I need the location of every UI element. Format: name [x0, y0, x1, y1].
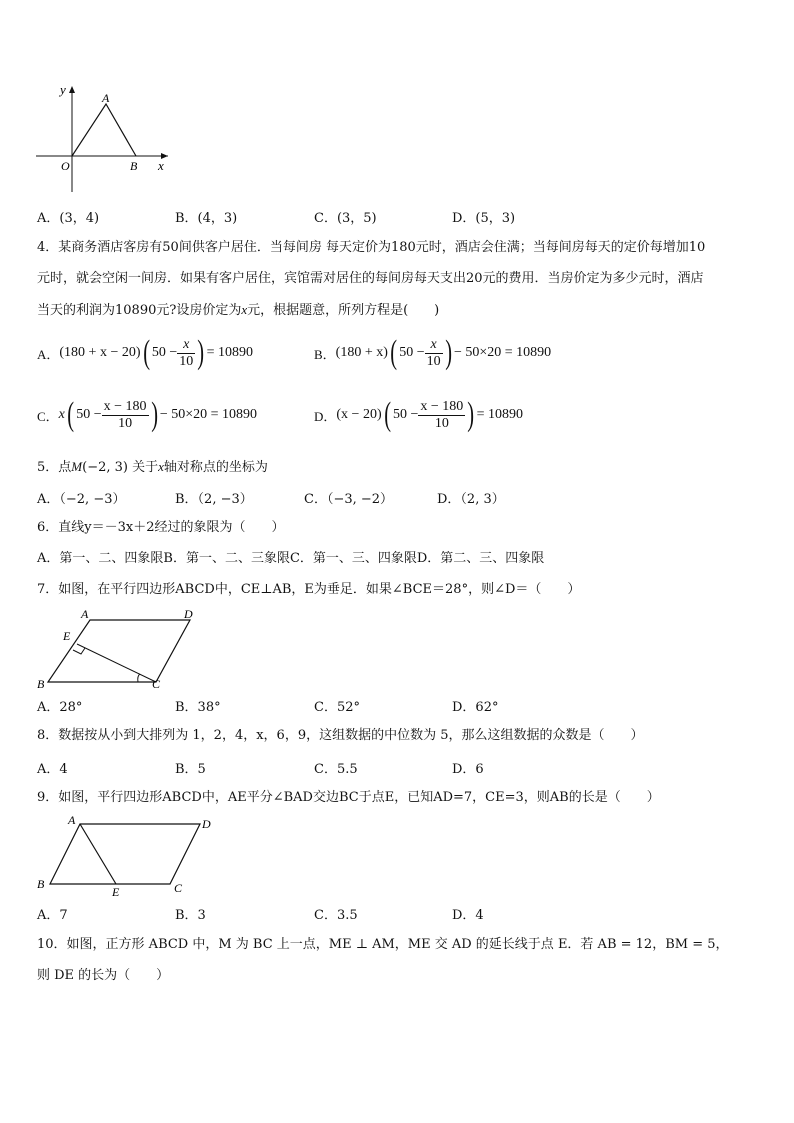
q4-option-c: C． x ( 50 − $\frac{x - 180}{10}$ ) − 50×20 = 10890: [37, 396, 258, 433]
q5-option-d: D．（2, 3）: [437, 492, 505, 507]
q3-option-c: C．(3，5): [314, 211, 377, 226]
label-a: A: [81, 607, 89, 621]
q4-option-b: B． (180 + x) ( 50 − $\frac{x}{10}$ ) − 50×20 = 10890: [314, 334, 552, 371]
q8-option-c: C．5.5: [314, 762, 358, 777]
q7-option-c: C．52°: [314, 700, 360, 715]
label-x: x: [158, 158, 164, 173]
q7-parallelogram-figure: [34, 604, 204, 692]
q10-text-line1: 10．如图，正方形 ABCD 中，M 为 BC 上一点，ME ⊥ AM，ME 交 AD 的延长线于点 E．若 AB = 12，BM = 5，: [37, 937, 729, 952]
q8-option-b: B．5: [175, 762, 206, 777]
q7-option-d: D．62°: [452, 700, 499, 715]
angle-arc: [138, 674, 140, 682]
q6-text: 6．直线y＝－3x＋2经过的象限为（ ）: [37, 520, 285, 535]
label-y: y: [60, 82, 66, 97]
q10-text-line2: 则 DE 的长为（ ）: [37, 968, 170, 983]
label-b: B: [37, 877, 45, 891]
q9-option-d: D．4: [452, 908, 484, 923]
q9-option-a: A．7: [37, 908, 68, 923]
segment-ae: [80, 824, 116, 884]
q5-text: 5．点M(−2, 3) 关于x轴对称点的坐标为: [37, 459, 268, 475]
q7-option-b: B．38°: [175, 700, 221, 715]
label-a: A: [102, 91, 110, 105]
q8-text: 8．数据按从小到大排列为 1，2，4，x，6，9，这组数据的中位数为 5，那么这组数据的众数是（ ）: [37, 728, 644, 743]
q8-option-a: A．4: [37, 762, 68, 777]
q5-option-b: B．（2, −3）: [175, 492, 253, 507]
label-d: D: [184, 607, 193, 621]
label-o: O: [61, 159, 70, 173]
triangle-oab: [72, 104, 136, 156]
q3-coordinate-figure: [36, 82, 172, 194]
label-a: A: [68, 813, 76, 827]
y-axis-arrow: [69, 86, 75, 93]
q9-option-b: B．3: [175, 908, 206, 923]
label-c: C: [152, 677, 161, 691]
q3-option-a: A．(3，4): [37, 211, 100, 226]
q8-option-d: D．6: [452, 762, 484, 777]
right-angle-mark: [73, 648, 85, 654]
q5-option-a: A．（−2, −3）: [37, 492, 126, 507]
label-b: B: [37, 677, 45, 691]
q5-option-c: C．（−3, −2）: [304, 492, 394, 507]
label-b: B: [130, 159, 138, 173]
q7-option-a: A．28°: [37, 700, 83, 715]
label-e: E: [112, 885, 120, 898]
q9-option-c: C．3.5: [314, 908, 358, 923]
q3-option-b: B．(4，3): [175, 211, 238, 226]
q4-text-line2: 元时，就会空闲一间房．如果有客户居住，宾馆需对居住的每间房每天支出20元的费用．当房价定为多少元时，酒店: [37, 271, 704, 286]
q6-options: A．第一、二、四象限B．第一、二、三象限C．第一、三、四象限D．第二、三、四象限: [37, 551, 545, 566]
q3-option-d: D．(5，3): [452, 211, 516, 226]
q9-text: 9．如图，平行四边形ABCD中，AE平分∠BAD交边BC于点E，已知AD=7，CE=3，则AB的长是（ ）: [37, 790, 660, 805]
parallelogram-abcd: [50, 824, 200, 884]
q9-parallelogram-figure: [34, 812, 220, 898]
label-d: D: [202, 817, 211, 831]
label-c: C: [174, 881, 183, 895]
label-e: E: [63, 629, 71, 643]
q4-text-line3: 当天的利润为10890元?设房价定为x元，根据题意，所列方程是( ): [37, 302, 440, 318]
q7-text: 7．如图，在平行四边形ABCD中，CE⊥AB，E为垂足．如果∠BCE＝28°，则∠D＝（ ）: [37, 582, 581, 597]
segment-ce: [77, 644, 156, 682]
q4-option-d: D． (x − 20) ( 50 − $\frac{x - 180}{10}$ ) = 10890: [314, 396, 523, 433]
q4-text-line1: 4．某商务酒店客房有50间供客户居住．当每间房 每天定价为180元时，酒店会住满；当每间房每天的定价每增加10: [37, 240, 706, 255]
q4-option-a: A． (180 + x − 20) ( 50 − $\frac{x}{10}$ ) = 10890: [37, 334, 253, 371]
